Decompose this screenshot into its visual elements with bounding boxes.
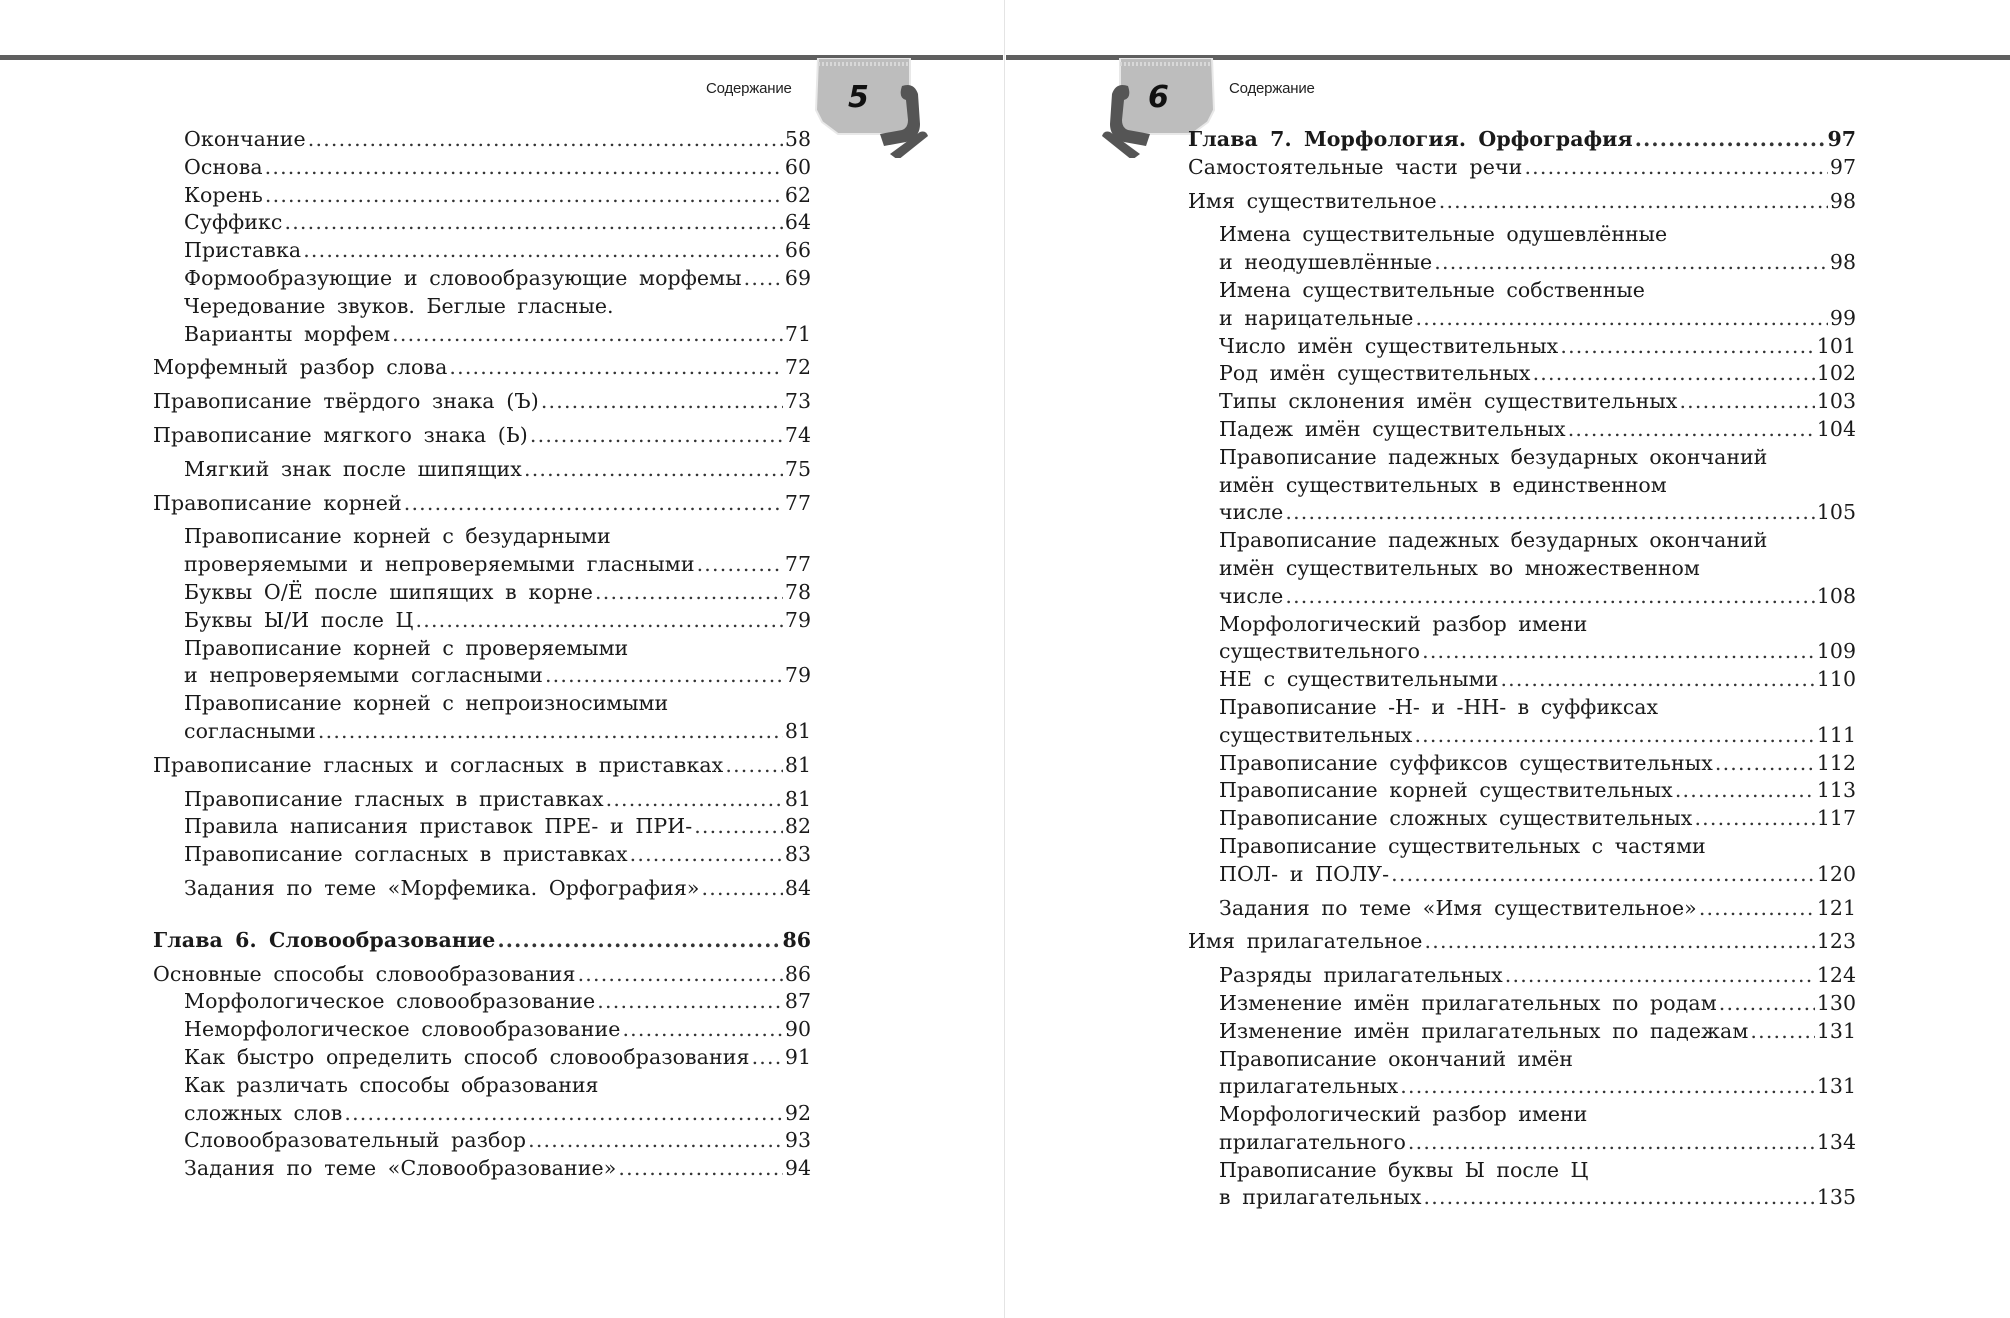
toc-entry[interactable]: Правописание существительных с частями ПОЛ- и ПОЛУ- ..... 120 [1188,833,1856,889]
toc-entry[interactable]: Правописание сложных существительных ..... 117 [1188,805,1856,833]
toc-entry[interactable]: Основные способы словообразования ..... 86 [153,961,811,989]
toc-entry[interactable]: Правописание -Н- и -НН- в суффиксах существительных ..... 111 [1188,694,1856,750]
page-number: 5 [848,80,869,115]
toc-entry[interactable]: Буквы О/Ё после шипящих в корне ..... 78 [153,579,811,607]
toc-entry[interactable]: Правописание корней с непроизносимыми согласными ..... 81 [153,690,811,746]
toc-entry[interactable]: Правописание корней с безударными проверяемыми и непроверяемыми гласными ..... 77 [153,523,811,579]
toc-entry[interactable]: Неморфологическое словообразование ..... 90 [153,1016,811,1044]
book-spine [1004,0,1005,1318]
toc-entry[interactable]: Правописание твёрдого знака (Ъ) ..... 73 [153,388,811,416]
toc-entry[interactable]: Правописание гласных в приставках ..... 81 [153,786,811,814]
toc-entry[interactable]: Формообразующие и словообразующие морфемы ..... 69 [153,265,811,293]
toc-entry[interactable]: Как различать способы образования сложных слов ..... 92 [153,1072,811,1128]
toc-entry[interactable]: Словообразовательный разбор ..... 93 [153,1127,811,1155]
toc-entry[interactable]: Имя прилагательное ..... 123 [1188,928,1856,956]
running-head: Содержание [1229,80,1315,97]
toc-entry[interactable]: Правописание гласных и согласных в приставках ..... 81 [153,752,811,780]
page-number: 6 [1148,80,1169,115]
toc-entry[interactable]: Изменение имён прилагательных по родам ..... 130 [1188,990,1856,1018]
toc-entry[interactable]: Имена существительные собственные и нарицательные ..... 99 [1188,277,1856,333]
toc-entry[interactable]: Корень ..... 62 [153,182,811,210]
toc-entry[interactable]: Задания по теме «Морфемика. Орфография» ..... 84 [153,875,811,903]
toc-entry[interactable]: Задания по теме «Имя существительное» ..... 121 [1188,895,1856,923]
toc-entry[interactable]: Морфологический разбор имени существительного ..... 109 [1188,611,1856,667]
running-head: Содержание [706,80,792,97]
toc-entry[interactable]: НЕ с существительными ..... 110 [1188,666,1856,694]
toc-entry[interactable]: Приставка ..... 66 [153,237,811,265]
page-tab-icon [810,58,940,158]
toc-entry[interactable]: Правописание корней существительных ..... 113 [1188,777,1856,805]
toc-entry[interactable]: Правописание падежных безударных окончаний имён существительных в единственном числе ..... 105 [1188,444,1856,527]
toc-entry[interactable]: Имена существительные одушевлённые и неодушевлённые ..... 98 [1188,221,1856,277]
toc-entry[interactable]: Число имён существительных ..... 101 [1188,333,1856,361]
toc-entry[interactable]: Типы склонения имён существительных ..... 103 [1188,388,1856,416]
toc-entry[interactable]: Задания по теме «Словообразование» ..... 94 [153,1155,811,1183]
toc-entry[interactable]: Разряды прилагательных ..... 124 [1188,962,1856,990]
toc-entry[interactable]: Правописание корней с проверяемыми и непроверяемыми согласными ..... 79 [153,635,811,691]
toc-entry[interactable]: Имя существительное ..... 98 [1188,188,1856,216]
toc-entry[interactable]: Самостоятельные части речи ..... 97 [1188,154,1856,182]
toc-entry[interactable]: Суффикс ..... 64 [153,209,811,237]
toc-entry[interactable]: Правописание окончаний имён прилагательных ..... 131 [1188,1046,1856,1102]
toc-entry[interactable]: Правописание корней ..... 77 [153,490,811,518]
toc-entry[interactable]: Мягкий знак после шипящих ..... 75 [153,456,811,484]
toc-entry[interactable]: Морфологическое словообразование ..... 87 [153,988,811,1016]
toc-entry[interactable]: Правописание согласных в приставках ..... 83 [153,841,811,869]
toc-chapter-heading[interactable]: Глава 7. Морфология. Орфография ..... 97 [1188,126,1856,154]
toc-entry[interactable]: Правописание буквы Ы после Ц в прилагательных ..... 135 [1188,1157,1856,1213]
toc-entry[interactable]: Окончание ..... 58 [153,126,811,154]
toc-entry[interactable]: Основа ..... 60 [153,154,811,182]
toc-entry[interactable]: Морфологический разбор имени прилагательного ..... 134 [1188,1101,1856,1157]
toc-entry[interactable]: Правописание падежных безударных окончаний имён существительных во множественном числе ..... 108 [1188,527,1856,610]
table-of-contents-right [1188,126,1856,1212]
hand-holding-card-icon [810,58,940,158]
toc-entry[interactable]: Правила написания приставок ПРЕ- и ПРИ- ..... 82 [153,813,811,841]
toc-entry[interactable]: Морфемный разбор слова ..... 72 [153,354,811,382]
toc-entry[interactable]: Чередование звуков. Беглые гласные. Варианты морфем ..... 71 [153,293,811,349]
table-of-contents-left [153,126,811,1183]
toc-chapter-heading[interactable]: Глава 6. Словообразование ..... 86 [153,927,811,955]
toc-entry[interactable]: Буквы Ы/И после Ц ..... 79 [153,607,811,635]
toc-entry[interactable]: Род имён существительных ..... 102 [1188,360,1856,388]
toc-entry[interactable]: Правописание мягкого знака (Ь) ..... 74 [153,422,811,450]
toc-entry[interactable]: Как быстро определить способ словообразования ..... 91 [153,1044,811,1072]
toc-entry[interactable]: Падеж имён существительных ..... 104 [1188,416,1856,444]
toc-entry[interactable]: Изменение имён прилагательных по падежам ..... 131 [1188,1018,1856,1046]
toc-entry[interactable]: Правописание суффиксов существительных ..... 112 [1188,750,1856,778]
